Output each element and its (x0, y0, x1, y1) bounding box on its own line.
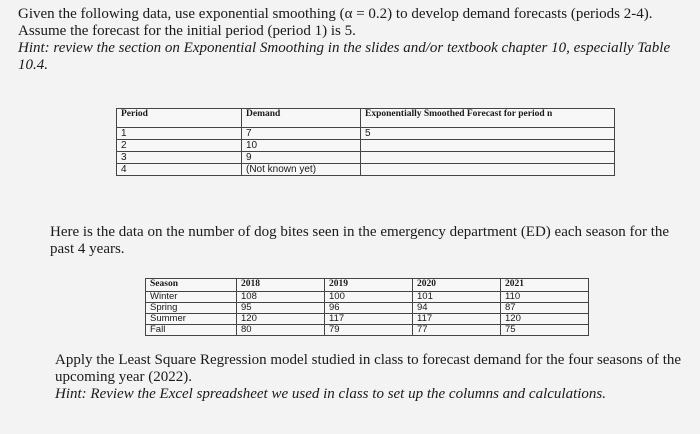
header-forecast: Exponentially Smoothed Forecast for period n (361, 109, 615, 128)
period-cell: 2 (117, 140, 242, 152)
header-demand: Demand (242, 109, 361, 128)
value-cell: 87 (501, 303, 589, 314)
value-cell: 120 (237, 314, 325, 325)
value-cell: 79 (325, 325, 413, 336)
table-row (117, 164, 615, 176)
value-cell: 75 (501, 325, 589, 336)
intro-hint: Hint: review the section on Exponential Smoothing in the slides and/or textbook chapter 10, especially Table 10.4. (18, 40, 671, 73)
value-cell: 101 (413, 292, 501, 303)
value-cell: 108 (237, 292, 325, 303)
header-year: 2021 (501, 279, 589, 292)
demand-table (116, 108, 615, 176)
demand-cell: 9 (242, 152, 361, 164)
header-period: Period (117, 109, 242, 128)
header-year: 2018 (237, 279, 325, 292)
header-season: Season (146, 279, 237, 292)
value-cell: 117 (413, 314, 501, 325)
closing-text: Apply the Least Square Regression model studied in class to forecast demand for the four seasons of the upcoming year (2022). (55, 352, 682, 385)
value-cell: 110 (501, 292, 589, 303)
value-cell: 95 (237, 303, 325, 314)
intro-text: Given the following data, use exponential smoothing (α = 0.2) to develop demand forecasts (periods 2-4). Assume the forecast for the initial period (period 1) is 5. (18, 6, 653, 39)
table-row (146, 303, 589, 314)
period-cell: 1 (117, 128, 242, 140)
season-cell: Summer (146, 314, 237, 325)
table-header-row (117, 109, 615, 128)
table-row (117, 152, 615, 164)
period-cell: 3 (117, 152, 242, 164)
dog-bites-paragraph: Here is the data on the number of dog bites seen in the emergency department (ED) each season for the past 4 years. (50, 224, 670, 257)
season-cell: Winter (146, 292, 237, 303)
value-cell: 117 (325, 314, 413, 325)
season-cell: Fall (146, 325, 237, 336)
closing-hint: Hint: Review the Excel spreadsheet we used in class to set up the columns and calculations. (55, 386, 606, 402)
table-row (146, 314, 589, 325)
value-cell: 100 (325, 292, 413, 303)
table-row (117, 128, 615, 140)
value-cell: 94 (413, 303, 501, 314)
table-header-row (146, 279, 589, 292)
period-cell: 4 (117, 164, 242, 176)
value-cell: 80 (237, 325, 325, 336)
table-row (146, 292, 589, 303)
value-cell: 96 (325, 303, 413, 314)
table-row (146, 325, 589, 336)
forecast-cell: 5 (361, 128, 615, 140)
dog-bites-table (145, 278, 589, 336)
season-cell: Spring (146, 303, 237, 314)
demand-cell: (Not known yet) (242, 164, 361, 176)
forecast-cell (361, 164, 615, 176)
intro-paragraph (18, 6, 688, 74)
header-year: 2019 (325, 279, 413, 292)
closing-paragraph (55, 352, 685, 403)
forecast-cell (361, 140, 615, 152)
value-cell: 77 (413, 325, 501, 336)
forecast-cell (361, 152, 615, 164)
demand-cell: 7 (242, 128, 361, 140)
table-row (117, 140, 615, 152)
header-year: 2020 (413, 279, 501, 292)
value-cell: 120 (501, 314, 589, 325)
demand-cell: 10 (242, 140, 361, 152)
